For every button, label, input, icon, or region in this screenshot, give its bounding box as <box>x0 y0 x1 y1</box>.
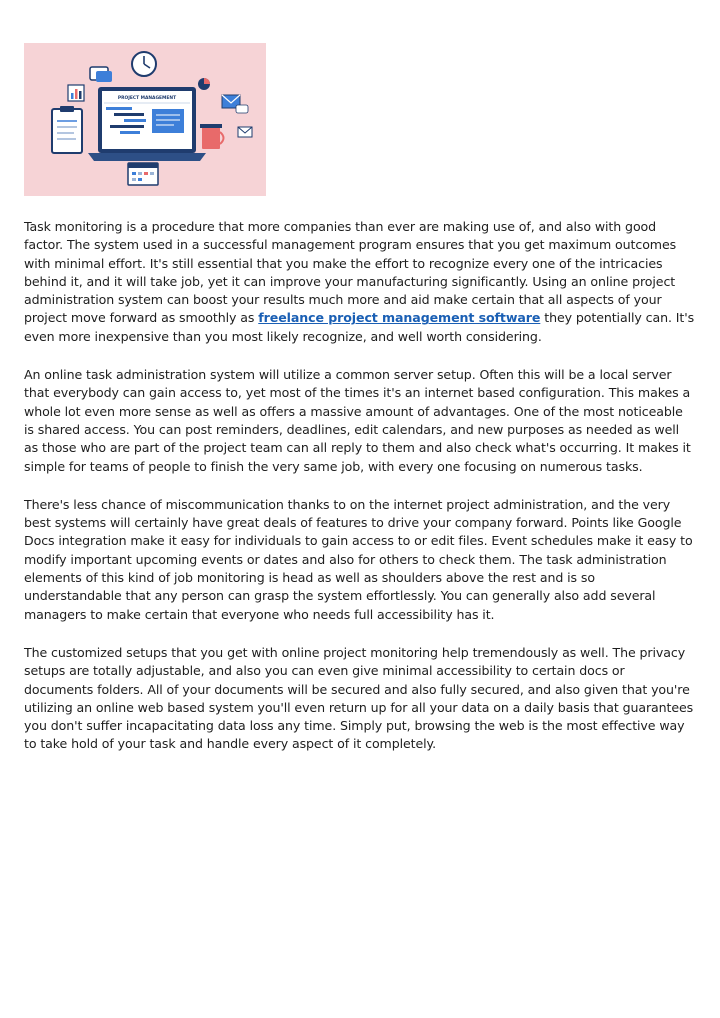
clock-icon <box>132 52 156 76</box>
paragraph-1-outro: they potentially can. It's even more inexpensive than you most likely recognize, and well worth considering. <box>24 310 695 344</box>
paragraph-2: An online task administration system will utilize a common server setup. Often this will be a local server that everybody can gain access to, yet most of the times it's an internet based configuration. This makes a whole lot even more sense as well as offers a massive amount of advantages. One of the most noticeable is shared access. You can post reminders, deadlines, edit calendars, and new purposes as needed as well as those who are part of the project team can all reply to them and also check what's occurring. It makes it simple for teams of people to finish the very same job, with every one focusing on numerous tasks. <box>24 367 691 474</box>
mug-icon <box>200 124 224 149</box>
paragraph-1 <box>24 218 696 346</box>
clipboard-icon <box>52 106 82 153</box>
mail-icon <box>238 127 252 137</box>
chat-bubble-icon <box>90 67 112 82</box>
paragraph-3: There's less chance of miscommunication thanks to on the internet project administration, and the very best systems will certainly have great deals of features to drive your company forward. Points like Google Docs integration make it easy for individuals to gain access to or edit files. Event schedules make it easy to modify important upcoming events or dates and also for others to check them. The task administration elements of this kind of job monitoring is head as well as shoulders above the rest and is so understandable that any person can grasp the system effortlessly. You can generally also add several managers to make certain that everyone who needs full accessibility has it. <box>24 496 693 622</box>
hero-title: PROJECT MANAGEMENT <box>117 96 177 101</box>
laptop-icon <box>88 87 206 161</box>
paragraph-1-intro: Task monitoring is a procedure that more companies than ever are making use of, and also with good factor. The system used in a successful management program ensures that you get maximum outcomes with minimal effort. It's still essential that you make the effort to recognize every one of the intricacies behind it, and it will take job, yet it can improve your manufacturing significantly. Using an online project administration system can boost your results much more and aid make certain that all aspects of your project move forward as smoothly as <box>24 219 677 326</box>
article-body <box>24 218 696 774</box>
hero-illustration <box>24 43 266 196</box>
calendar-icon <box>128 163 158 185</box>
bar-chart-icon <box>68 85 84 101</box>
project-management-illustration <box>24 43 266 196</box>
pie-chart-icon <box>198 78 210 90</box>
paragraph-4: The customized setups that you get with online project monitoring help tremendously as well. The privacy setups are totally adjustable, and also you can even give minimal accessibility to certain docs or documents folders. All of your documents will be secured and also fully secured, and also given that you're utilizing an online web based system you'll even return up for all your data on a daily basis that guarantees you don't suffer incapacitating data loss any time. Simply put, browsing the web is the most effective way to take hold of your task and handle every aspect of it completely. <box>24 644 694 752</box>
message-icon <box>236 105 248 113</box>
freelance-pm-software-link[interactable]: freelance project management software <box>258 310 541 326</box>
